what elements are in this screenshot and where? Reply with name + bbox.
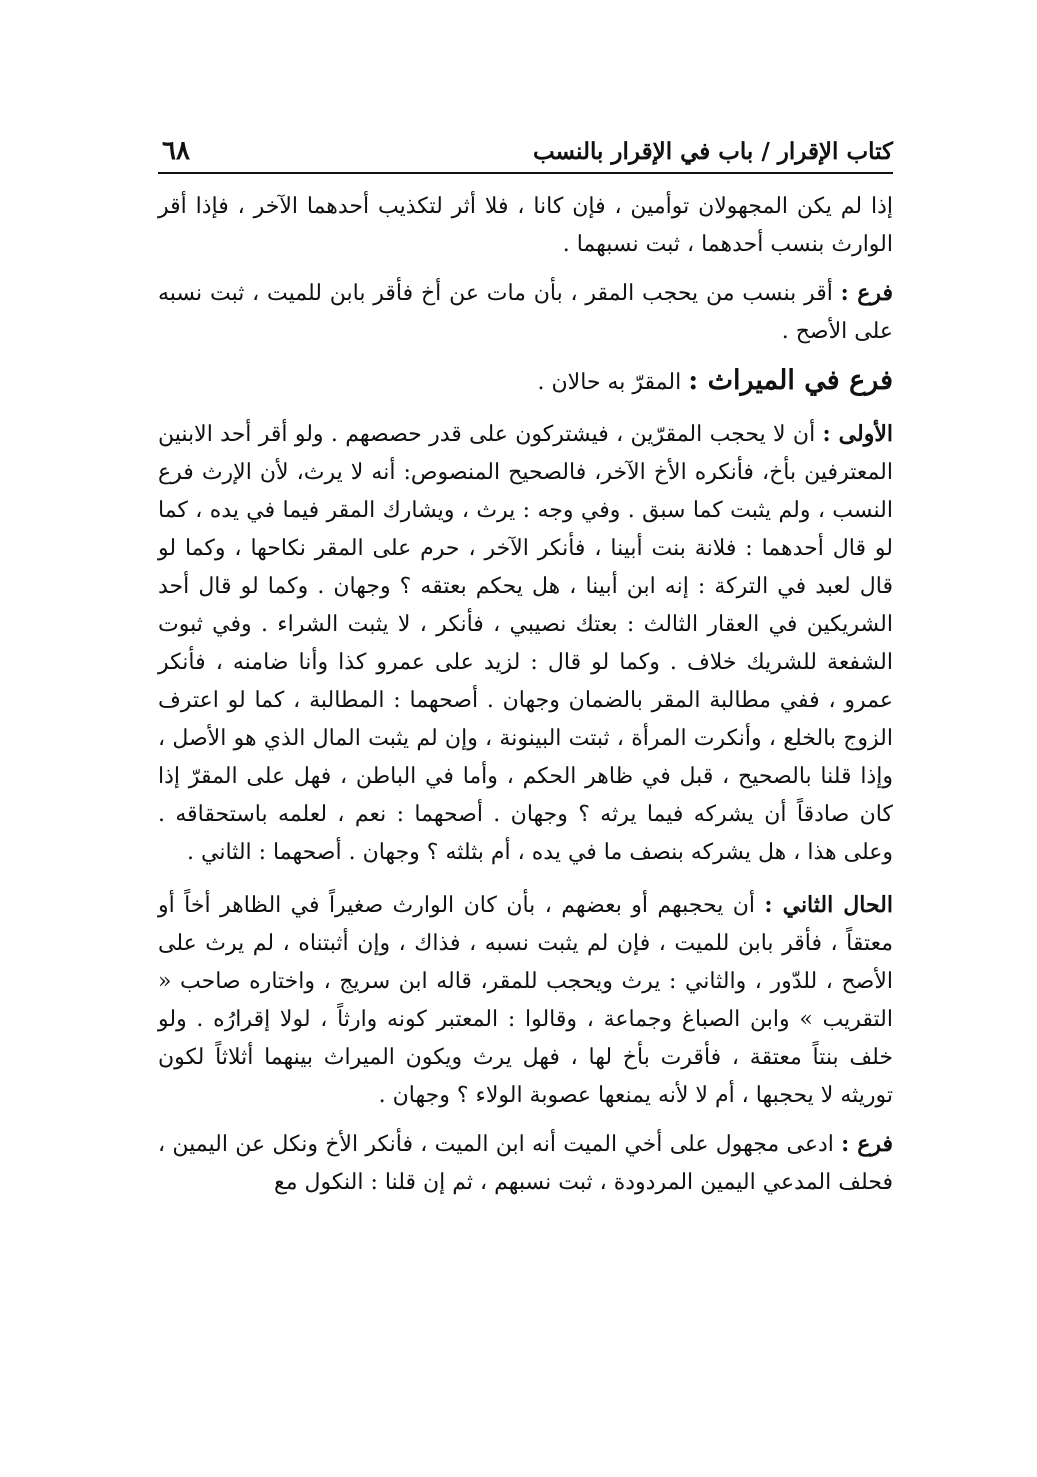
- page-header: [158, 128, 893, 174]
- running-title: كتاب الإقرار / باب في الإقرار بالنسب: [532, 138, 893, 165]
- page-body: [158, 188, 893, 1202]
- section-heading-lead: فرع في الميراث :: [688, 365, 893, 396]
- paragraph-lead: فرع :: [840, 280, 894, 306]
- paragraph-first-case: [158, 415, 893, 872]
- paragraph-text: أقر بنسب من يحجب المقر ، بأن مات عن أخ فأقر بابن للميت ، ثبت نسبه على الأصح .: [158, 281, 893, 344]
- paragraph-lead: الأولى :: [822, 421, 893, 447]
- document-page: [158, 128, 893, 1212]
- paragraph-1: [158, 188, 893, 264]
- page-number: ٦٨: [162, 136, 190, 166]
- paragraph-text: ادعى مجهول على أخي الميت أنه ابن الميت ، فأنكر الأخ ونكل عن اليمين ، فحلف المدعي اليمين المردودة ، ثبت نسبهم ، ثم إن قلنا : النكول مع: [158, 1132, 893, 1195]
- section-heading-inheritance: [158, 361, 893, 403]
- paragraph-lead: الحال الثاني :: [764, 892, 893, 918]
- paragraph-second-case: [158, 886, 893, 1115]
- paragraph-text: إذا لم يكن المجهولان توأمين ، فإن كانا ، فلا أثر لتكذيب أحدهما الآخر ، فإذا أقر الوارث بنسب أحدهما ، ثبت نسبهما .: [158, 194, 893, 257]
- section-heading-text: المقرّ به حالان .: [537, 370, 689, 395]
- paragraph-lead: فرع :: [841, 1131, 893, 1157]
- paragraph-text: أن لا يحجب المقرّين ، فيشتركون على قدر حصصهم . ولو أقر أحد الابنين المعترفين بأخ، فأنكره الأخ الآخر، فالصحيح المنصوص: أنه لا يرث، لأن الإرث فرع النسب ، ولم يثبت كما سبق . وفي وجه : يرث ، ويشارك المقر فيما في يده ، كما لو قال أحدهما : فلانة بنت أبينا ، فأنكر الآخر ، حرم على المقر نكاحها ، وكما لو قال لعبد في التركة : إنه ابن أبينا ، هل يحكم بعتقه ؟ وجهان . وكما لو قال أحد الشريكين في العقار الثالث : بعتك نصيبي ، فأنكر ، لا يثبت الشراء . وفي ثبوت الشفعة للشريك خلاف . وكما لو قال : لزيد على عمرو كذا وأنا ضامنه ، فأنكر عمرو ، ففي مطالبة المقر بالضمان وجهان . أصحهما : المطالبة ، كما لو اعترف الزوج بالخلع ، وأنكرت المرأة ، ثبتت البينونة ، وإن لم يثبت المال الذي هو الأصل ، وإذا قلنا بالصحيح ، قبل في ظاهر الحكم ، وأما في الباطن ، فهل على المقرّ إذا كان صادقاً أن يشركه فيما يرثه ؟ وجهان . أصحهما : نعم ، لعلمه باستحقاقه . وعلى هذا ، هل يشركه بنصف ما في يده ، أم بثلثه ؟ وجهان . أصحهما : الثاني .: [158, 422, 893, 865]
- paragraph-2: [158, 274, 893, 351]
- paragraph-text: أن يحجبهم أو بعضهم ، بأن كان الوارث صغيراً في الظاهر أخاً أو معتقاً ، فأقر بابن للميت ، فإن لم يثبت نسبه ، فذاك ، وإن أثبتناه ، لم يرث على الأصح ، للدّور ، والثاني : يرث ويحجب للمقر، قاله ابن سريج ، واختاره صاحب « التقريب » وابن الصباغ وجماعة ، وقالوا : المعتبر كونه وارثاً ، لولا إقرارُه . ولو خلف بنتاً معتقة ، فأقرت بأخ لها ، فهل يرث ويكون الميراث بينهما أثلاثاً لكون توريثه لا يحجبها ، أم لا لأنه يمنعها عصوبة الولاء ؟ وجهان .: [158, 893, 893, 1108]
- paragraph-branch-claim: [158, 1125, 893, 1202]
